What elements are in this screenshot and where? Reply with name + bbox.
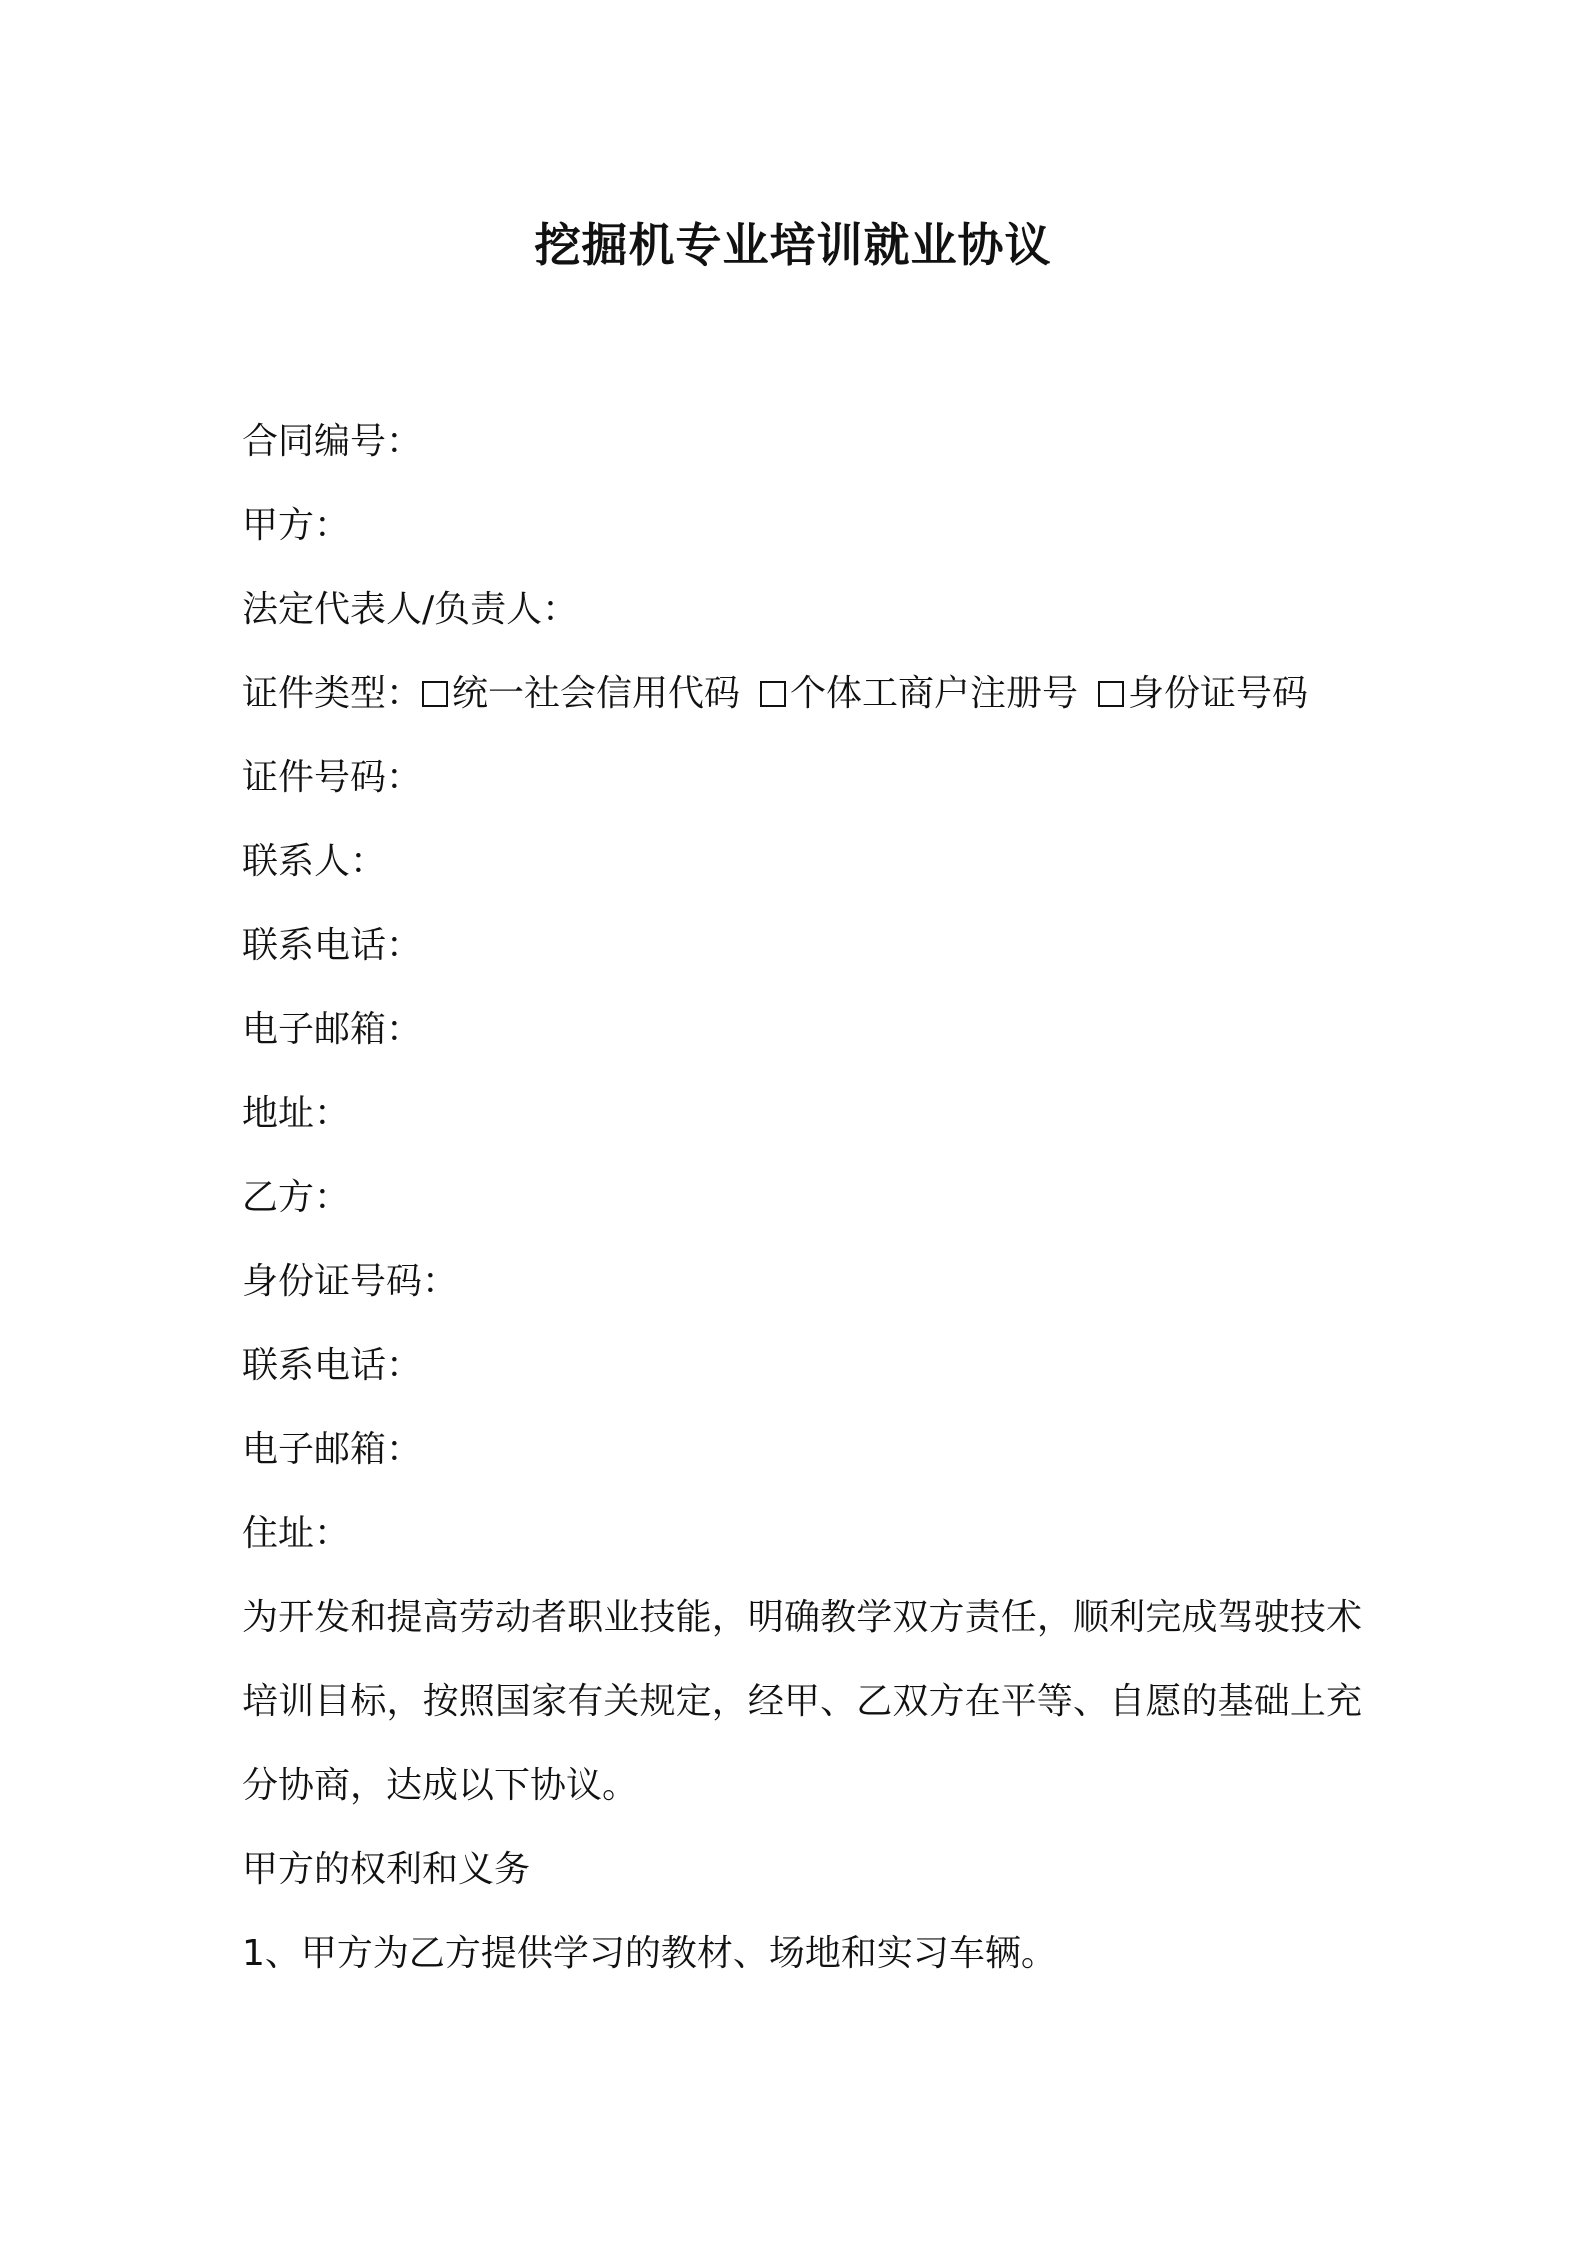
checkbox-icon (1098, 681, 1124, 707)
email-a-field: 电子邮箱： (242, 1009, 423, 1050)
party-a-field: 甲方： (242, 505, 351, 546)
clause-1: 1、甲方为乙方提供学习的教材、场地和实习车辆。 (242, 1933, 1057, 1974)
id-type-option-label: 统一社会信用代码 (452, 673, 741, 714)
id-type-option-credit-code (422, 652, 740, 736)
checkbox-icon (422, 681, 448, 707)
document-body (242, 400, 1362, 1996)
contact-phone-b-field: 联系电话： (242, 1345, 423, 1386)
contract-number-field: 合同编号： (242, 421, 423, 462)
email-b-field: 电子邮箱： (242, 1429, 423, 1470)
id-type-option-label: 身份证号码 (1128, 673, 1309, 714)
id-card-b-field: 身份证号码： (242, 1261, 459, 1302)
id-type-option-id-card (1098, 652, 1308, 736)
address-a-field: 地址： (242, 1093, 351, 1134)
document-title: 挖掘机专业培训就业协议 (534, 218, 1052, 272)
id-type-label: 证件类型： (242, 673, 423, 714)
residence-b-field: 住址： (242, 1513, 351, 1554)
preamble-paragraph: 为开发和提高劳动者职业技能，明确教学双方责任，顺利完成驾驶技术培训目标，按照国家有关规定，经甲、乙双方在平等、自愿的基础上充分协商，达成以下协议。 (242, 1597, 1362, 1806)
contact-person-field: 联系人： (242, 841, 387, 882)
section-heading: 甲方的权利和义务 (242, 1849, 531, 1890)
id-number-field: 证件号码： (242, 757, 423, 798)
checkbox-icon (760, 681, 786, 707)
legal-representative-field: 法定代表人/负责人： (242, 589, 579, 630)
id-type-field (242, 652, 1362, 736)
contact-phone-a-field: 联系电话： (242, 925, 423, 966)
id-type-option-business-reg (760, 652, 1078, 736)
id-type-option-label: 个体工商户注册号 (790, 673, 1079, 714)
party-b-field: 乙方： (242, 1177, 351, 1218)
